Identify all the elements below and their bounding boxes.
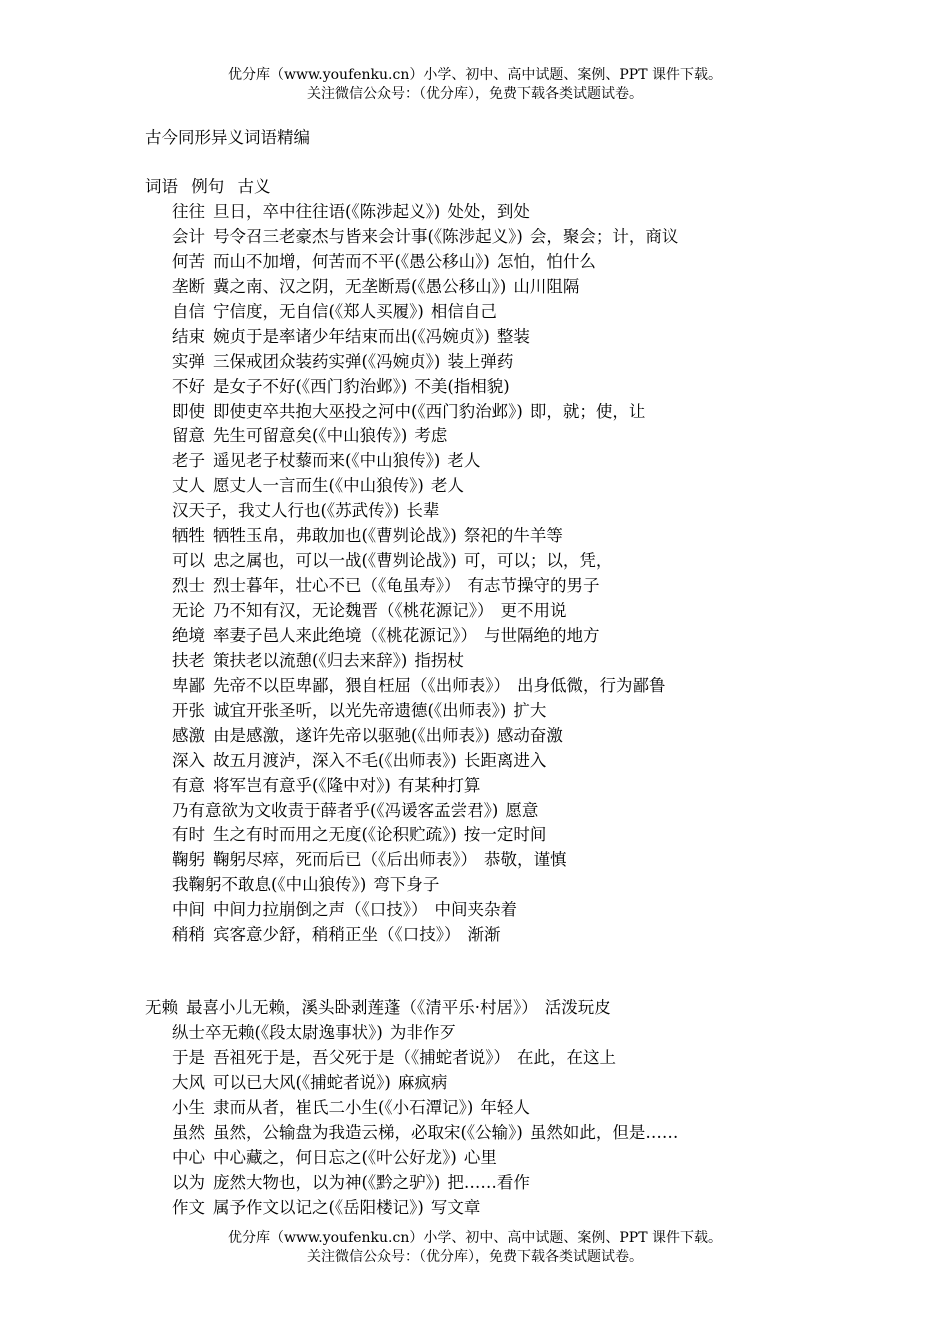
word-entry [172, 300, 685, 325]
entry-word: 深入 [172, 750, 205, 770]
entry-example: 最喜小儿无赖，溪头卧剥莲蓬（《清平乐·村居》） [186, 998, 538, 1017]
entry-word: 老子 [172, 451, 205, 471]
entry-word: 结束 [172, 326, 205, 346]
entry-example: 纵士卒无赖(《段太尉逸事状》) [172, 1022, 383, 1042]
word-entry [172, 275, 685, 300]
entry-example: 率妻子邑人来此绝境（《桃花源记》） [213, 625, 477, 645]
entry-meaning: 在此，在这上 [517, 1047, 616, 1067]
word-entry [172, 449, 685, 474]
word-entry [172, 250, 685, 275]
entry-word: 稍稍 [172, 925, 205, 945]
entry-example: 鞠躬尽瘁，死而后已（《后出师表》） [213, 850, 477, 870]
entry-word: 开张 [172, 700, 205, 720]
word-entry [172, 524, 685, 549]
word-entry [172, 400, 685, 425]
page-header [0, 66, 950, 104]
entry-meaning: 更不用说 [500, 601, 567, 620]
entry-example: 吾祖死于是，吾父死于是（《捕蛇者说》） [213, 1047, 510, 1067]
entry-example: 先帝不以臣卑鄙，猥自枉屈（《出师表》） [213, 675, 510, 695]
entry-meaning: 为非作歹 [389, 1022, 456, 1042]
entry-example: 汉天子，我丈人行也(《苏武传》) [172, 501, 400, 521]
entry-meaning: 渐渐 [467, 925, 501, 945]
entry-meaning: 相信自己 [430, 301, 497, 321]
entry-example: 宁信度，无自信(《郑人买履》) [213, 301, 424, 321]
word-entry [172, 923, 685, 948]
header-line-2: 关注微信公众号：（优分库），免费下载各类试题试卷。 [307, 86, 643, 102]
entry-word: 鞠躬 [172, 850, 205, 870]
word-list-section-2 [145, 996, 685, 1220]
word-entry [172, 599, 685, 624]
word-entry [172, 1021, 685, 1046]
word-entry [172, 200, 685, 225]
entry-example: 号令召三老豪杰与皆来会计事(《陈涉起义》) [213, 226, 523, 246]
entry-meaning: 怎怕，怕什么 [496, 251, 596, 271]
entry-example: 先生可留意矣(《中山狼传》) [213, 426, 408, 446]
entry-word: 何苦 [172, 251, 205, 271]
entry-meaning: 装上弹药 [447, 351, 514, 371]
word-entry [172, 474, 685, 499]
word-entry [172, 848, 685, 873]
entry-meaning: 处处，到处 [447, 202, 530, 221]
word-entry [172, 1071, 685, 1096]
column-header-word: 词语 [145, 177, 178, 196]
entry-meaning: 把……看作 [447, 1172, 530, 1192]
entry-meaning: 扩大 [513, 700, 547, 720]
word-entry [172, 674, 685, 699]
entry-word: 卑鄙 [172, 675, 205, 695]
entry-example: 属予作文以记之(《岳阳楼记》) [213, 1197, 424, 1217]
entry-example: 可以已大风(《捕蛇者说》) [213, 1072, 391, 1092]
entry-meaning: 指拐杖 [414, 650, 464, 670]
entry-example: 冀之南、汉之阴，无垄断焉(《愚公移山》) [213, 276, 507, 296]
entry-word: 实弹 [172, 351, 205, 371]
entry-word: 即使 [172, 401, 205, 421]
column-header-example: 例句 [191, 177, 225, 196]
entry-example: 而山不加增，何苦而不平(《愚公移山》) [213, 251, 490, 271]
entry-word: 有意 [172, 775, 205, 795]
entry-example: 旦日，卒中往往语(《陈涉起义》) [213, 202, 441, 221]
entry-example: 即使吏卒共抱大巫投之河中(《西门豹治邺》) [213, 401, 523, 421]
entry-example: 婉贞于是率诸少年结束而出(《冯婉贞》) [213, 326, 490, 346]
entry-meaning: 活泼玩皮 [544, 998, 611, 1017]
entry-word: 烈士 [172, 576, 205, 596]
entry-example: 我鞠躬不敢息(《中山狼传》) [172, 875, 367, 895]
word-entry [172, 749, 685, 774]
entry-example: 乃不知有汉，无论魏晋（《桃花源记》） [213, 601, 494, 620]
entry-example: 忠之属也，可以一战(《曹刿论战》) [213, 551, 457, 571]
entry-word: 牺牲 [172, 526, 205, 546]
word-entry [172, 499, 685, 524]
entry-meaning: 写文章 [430, 1197, 481, 1217]
entry-example: 是女子不好(《西门豹治邺》) [213, 376, 408, 396]
entry-example: 三保戒团众装药实弹(《冯婉贞》) [213, 351, 441, 371]
entry-meaning: 老人 [447, 451, 481, 471]
entry-meaning: 心里 [463, 1147, 497, 1167]
entry-meaning: 长辈 [406, 501, 440, 521]
entry-example: 乃有意欲为文收责于薛者乎(《冯谖客孟尝君》) [172, 800, 499, 820]
word-entry [172, 424, 685, 449]
entry-word: 感激 [172, 725, 205, 745]
entry-word: 无论 [172, 601, 205, 620]
entry-word: 虽然 [172, 1122, 205, 1142]
entry-example: 故五月渡泸，深入不毛(《出师表》) [213, 750, 457, 770]
word-entry [172, 823, 685, 848]
entry-meaning: 不美(指相貌) [414, 376, 510, 396]
entry-meaning: 即，就；使，让 [529, 401, 646, 421]
word-entry [172, 873, 685, 898]
entry-word: 于是 [172, 1047, 205, 1067]
entry-meaning: 会，聚会；计，商议 [529, 226, 679, 246]
entry-meaning: 弯下身子 [373, 875, 440, 895]
word-entry [172, 1096, 685, 1121]
entry-example: 牺牲玉帛，弗敢加也(《曹刿论战》) [213, 526, 457, 546]
word-list-section-1 [172, 200, 685, 948]
entry-example: 由是感激，遂许先帝以驱驰(《出师表》) [213, 725, 490, 745]
entry-word: 自信 [172, 301, 205, 321]
word-entry [172, 649, 685, 674]
entry-meaning: 与世隔绝的地方 [484, 625, 600, 645]
entry-example: 隶而从者，崔氏二小生(《小石潭记》) [213, 1097, 474, 1117]
entry-word: 留意 [172, 426, 205, 446]
entry-word: 中心 [172, 1147, 205, 1167]
entry-example: 虽然，公输盘为我造云梯，必取宋(《公输》) [213, 1122, 523, 1142]
entry-meaning: 祭祀的牛羊等 [463, 526, 563, 546]
entry-meaning: 可，可以；以，凭， [463, 551, 613, 571]
footer-line-1: 优分库（www.youfenku.cn）小学、初中、高中试题、案例、PPT 课件下载。 [227, 1230, 722, 1246]
entry-word: 不好 [172, 376, 205, 396]
entry-word: 垄断 [172, 276, 205, 296]
entry-meaning: 虽然如此，但是…… [529, 1122, 679, 1142]
entry-meaning: 出身低微，行为鄙鲁 [517, 675, 666, 695]
document-title: 古今同形异义词语精编 [145, 128, 310, 147]
entry-meaning: 年轻人 [480, 1097, 530, 1117]
entry-meaning: 考虑 [414, 426, 448, 446]
word-entry [172, 325, 685, 350]
page-footer [0, 1229, 950, 1267]
entry-word: 小生 [172, 1097, 205, 1117]
word-entry [172, 774, 685, 799]
entry-word: 会计 [172, 226, 205, 246]
entry-meaning: 有志节操守的男子 [467, 576, 600, 596]
entry-word: 绝境 [172, 625, 205, 645]
word-entry [172, 1046, 685, 1071]
entry-word: 往往 [172, 202, 205, 221]
entry-meaning: 感动奋激 [496, 725, 563, 745]
entry-word: 扶老 [172, 650, 205, 670]
entry-example: 宾客意少舒，稍稍正坐（《口技》） [213, 925, 461, 945]
entry-example: 庞然大物也，以为神(《黔之驴》) [213, 1172, 441, 1192]
entry-meaning: 山川阻隔 [513, 276, 580, 296]
entry-example: 生之有时而用之无度(《论积贮疏》) [213, 825, 457, 845]
entry-word: 作文 [172, 1197, 205, 1217]
word-entry [172, 549, 685, 574]
word-entry [172, 225, 685, 250]
entry-example: 烈士暮年，壮心不已（《龟虽寿》） [213, 576, 461, 596]
entry-example: 诚宜开张圣听，以光先帝遗德(《出师表》) [213, 700, 507, 720]
footer-line-2: 关注微信公众号：（优分库），免费下载各类试题试卷。 [307, 1249, 643, 1265]
entry-word: 可以 [172, 551, 205, 571]
entry-example: 策扶老以流憩(《归去来辞》) [213, 650, 408, 670]
entry-example: 愿丈人一言而生(《中山狼传》) [213, 476, 424, 496]
entry-meaning: 愿意 [505, 800, 539, 820]
word-entry [172, 1146, 685, 1171]
word-entry [145, 996, 685, 1021]
entry-meaning: 整装 [496, 326, 530, 346]
word-entry [172, 375, 685, 400]
entry-meaning: 长距离进入 [463, 750, 547, 770]
word-entry [172, 699, 685, 724]
word-entry [172, 624, 685, 649]
word-entry [172, 1171, 685, 1196]
word-entry [172, 1196, 685, 1221]
entry-meaning: 老人 [430, 476, 464, 496]
word-entry [172, 799, 685, 824]
entry-example: 中心藏之，何日忘之(《叶公好龙》) [213, 1147, 457, 1167]
entry-meaning: 中间夹杂着 [434, 900, 517, 920]
word-entry [172, 724, 685, 749]
word-entry [172, 898, 685, 923]
word-entry [172, 350, 685, 375]
entry-meaning: 麻疯病 [397, 1072, 448, 1092]
entry-word: 以为 [172, 1172, 205, 1192]
entry-word: 中间 [172, 900, 205, 920]
entry-example: 遥见老子杖藜而来(《中山狼传》) [213, 451, 441, 471]
entry-example: 中间力拉崩倒之声（《口技》） [213, 900, 428, 920]
word-entry [172, 1121, 685, 1146]
entry-example: 将军岂有意乎(《隆中对》) [213, 775, 391, 795]
header-line-1: 优分库（www.youfenku.cn）小学、初中、高中试题、案例、PPT 课件下载。 [227, 67, 722, 83]
column-header-meaning: 古义 [237, 177, 271, 196]
entry-meaning: 有某种打算 [397, 775, 481, 795]
entry-word: 丈人 [172, 476, 205, 496]
entry-word: 有时 [172, 825, 205, 845]
word-entry [172, 574, 685, 599]
entry-word: 无赖 [145, 998, 178, 1017]
column-headers [145, 176, 279, 198]
entry-word: 大风 [172, 1072, 205, 1092]
entry-meaning: 恭敬，谨慎 [484, 850, 567, 870]
entry-meaning: 按一定时间 [463, 825, 547, 845]
